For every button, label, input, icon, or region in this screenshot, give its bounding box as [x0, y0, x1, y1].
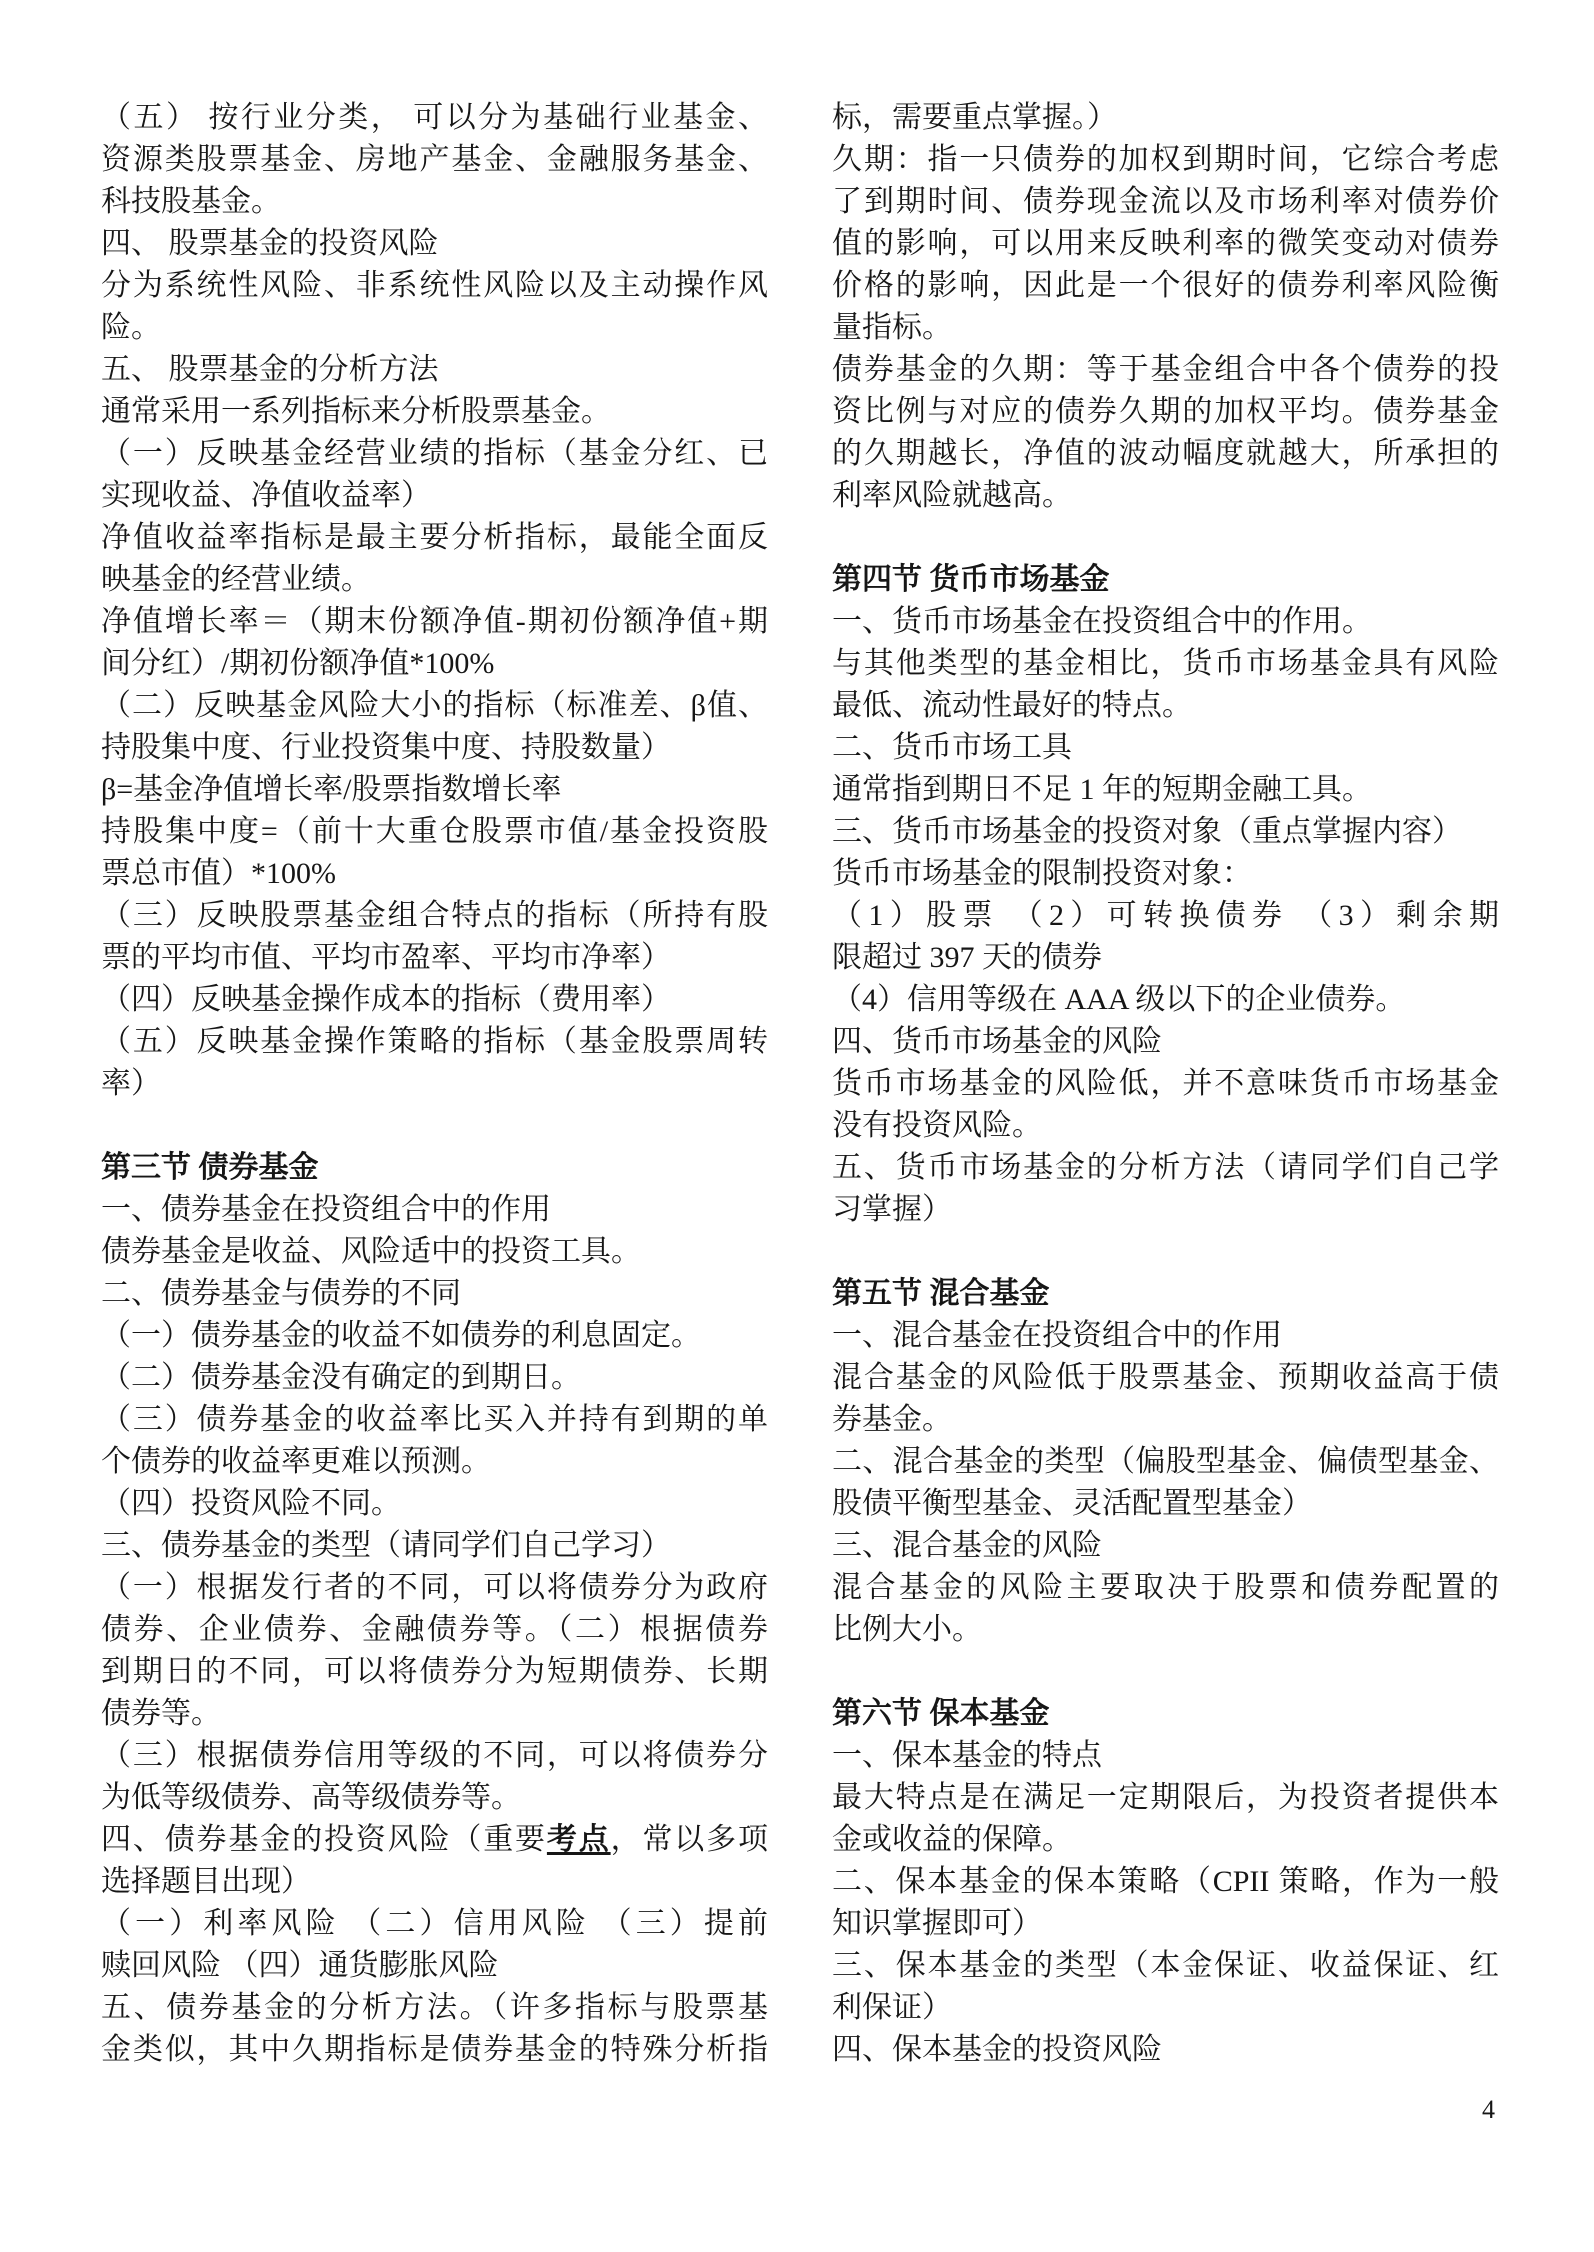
text-line: 科技股基金。 — [101, 185, 281, 218]
text-line: 资比例与对应的债券久期的加权平均。债券基金 — [832, 395, 1499, 428]
left-column — [101, 97, 768, 2071]
text-line: （一）反映基金经营业绩的指标（基金分红、已 — [101, 437, 768, 470]
text-line: 映基金的经营业绩。 — [101, 563, 371, 596]
text-line: 到期日的不同，可以将债券分为短期债券、长期 — [101, 1655, 768, 1688]
text-line: 限超过 397 天的债券 — [832, 941, 1102, 974]
text-line: 量指标。 — [832, 311, 952, 344]
text-line: （4）信用等级在 AAA 级以下的企业债券。 — [832, 983, 1406, 1016]
text-line: 二、保本基金的保本策略（CPII 策略，作为一般 — [832, 1865, 1499, 1898]
text-line: 货币市场基金的风险低，并不意味货币市场基金 — [832, 1067, 1499, 1100]
text-line: 最大特点是在满足一定期限后，为投资者提供本 — [832, 1781, 1499, 1814]
text-line: 通常指到期日不足 1 年的短期金融工具。 — [832, 773, 1372, 806]
text-line: 货币市场基金的限制投资对象： — [832, 857, 1252, 890]
text-line: （三）反映股票基金组合特点的指标（所持有股 — [101, 899, 768, 932]
text-line: 为低等级债券、高等级债券等。 — [101, 1781, 521, 1814]
blank-line — [832, 517, 1499, 559]
text-line: （二）债券基金没有确定的到期日。 — [101, 1361, 581, 1394]
text-line: 选择题目出现） — [101, 1865, 311, 1898]
text-line: 了到期时间、债券现金流以及市场利率对债券价 — [832, 185, 1499, 218]
right-column — [832, 97, 1499, 2071]
text-line: 持股集中度、行业投资集中度、持股数量） — [101, 731, 671, 764]
text-line: 个债券的收益率更难以预测。 — [101, 1445, 491, 1478]
blank-line — [832, 1231, 1499, 1273]
text-line: 值的影响，可以用来反映利率的微笑变动对债券 — [832, 227, 1499, 260]
text-line: 通常采用一系列指标来分析股票基金。 — [101, 395, 611, 428]
section-heading: 第五节 混合基金 — [832, 1277, 1050, 1310]
text-line: （1）股票 （2）可转换债券 （3）剩余期 — [832, 899, 1499, 932]
text-line: 金类似，其中久期指标是债券基金的特殊分析指 — [101, 2033, 768, 2066]
section-heading: 第三节 债券基金 — [101, 1151, 319, 1184]
text-line: （四）反映基金操作成本的指标（费用率） — [101, 983, 671, 1016]
text-line: 净值增长率＝（期末份额净值-期初份额净值+期 — [101, 605, 768, 638]
text-line: 净值收益率指标是最主要分析指标，最能全面反 — [101, 521, 768, 554]
text-line: （三）债券基金的收益率比买入并持有到期的单 — [101, 1403, 768, 1436]
text-line: 分为系统性风险、非系统性风险以及主动操作风 — [101, 269, 768, 302]
text-line: 混合基金的风险低于股票基金、预期收益高于债 — [832, 1361, 1499, 1394]
text-line: 率） — [101, 1067, 161, 1100]
text-line: 二、债券基金与债券的不同 — [101, 1277, 461, 1310]
text-line: 五、 股票基金的分析方法 — [101, 353, 439, 386]
page-number: 4 — [1482, 2095, 1495, 2124]
text-line: 三、混合基金的风险 — [832, 1529, 1102, 1562]
text-line: 四、保本基金的投资风险 — [832, 2033, 1162, 2066]
text-line: 最低、流动性最好的特点。 — [832, 689, 1192, 722]
text-line: 债券基金的久期：等于基金组合中各个债券的投 — [832, 353, 1499, 386]
text-line: 一、债券基金在投资组合中的作用 — [101, 1193, 551, 1226]
section-heading: 第六节 保本基金 — [832, 1697, 1050, 1730]
text-line: 习掌握） — [832, 1193, 952, 1226]
text-line: 票的平均市值、平均市盈率、平均市净率） — [101, 941, 671, 974]
text-line: 混合基金的风险主要取决于股票和债券配置的 — [832, 1571, 1499, 1604]
text-segment: ，常以多项 — [610, 1823, 769, 1856]
text-line — [101, 1819, 768, 1861]
text-line: （一）利率风险 （二）信用风险 （三）提前 — [101, 1907, 768, 1940]
text-line: 与其他类型的基金相比，货币市场基金具有风险 — [832, 647, 1499, 680]
text-line: 知识掌握即可） — [832, 1907, 1042, 1940]
text-segment: 四、债券基金的投资风险（重要 — [101, 1823, 547, 1856]
text-line: （一）债券基金的收益不如债券的利息固定。 — [101, 1319, 701, 1352]
text-line: 金或收益的保障。 — [832, 1823, 1072, 1856]
text-line: 赎回风险 （四）通货膨胀风险 — [101, 1949, 499, 1982]
text-line: （四）投资风险不同。 — [101, 1487, 401, 1520]
text-line: 没有投资风险。 — [832, 1109, 1042, 1142]
text-line: 三、保本基金的类型（本金保证、收益保证、红 — [832, 1949, 1499, 1982]
text-line: 股债平衡型基金、灵活配置型基金） — [832, 1487, 1312, 1520]
text-line: 四、货币市场基金的风险 — [832, 1025, 1162, 1058]
section-heading: 第四节 货币市场基金 — [832, 563, 1110, 596]
text-line: 价格的影响，因此是一个很好的债券利率风险衡 — [832, 269, 1499, 302]
text-line: 票总市值）*100% — [101, 857, 336, 890]
text-line: 久期：指一只债券的加权到期时间，它综合考虑 — [832, 143, 1499, 176]
text-line: 比例大小。 — [832, 1613, 982, 1646]
text-line: 券基金。 — [832, 1403, 952, 1436]
text-line: 持股集中度=（前十大重仓股票市值/基金投资股 — [101, 815, 768, 848]
text-line: （三）根据债券信用等级的不同，可以将债券分 — [101, 1739, 768, 1772]
blank-line — [101, 1105, 768, 1147]
text-line: 二、货币市场工具 — [832, 731, 1072, 764]
text-line: 标，需要重点掌握。） — [832, 101, 1117, 134]
text-line: 五、债券基金的分析方法。（许多指标与股票基 — [101, 1991, 768, 2024]
text-line: 的久期越长，净值的波动幅度就越大，所承担的 — [832, 437, 1499, 470]
text-line: 利率风险就越高。 — [832, 479, 1072, 512]
text-line: （一）根据发行者的不同，可以将债券分为政府 — [101, 1571, 768, 1604]
text-line: 三、债券基金的类型（请同学们自己学习） — [101, 1529, 671, 1562]
text-line: 四、 股票基金的投资风险 — [101, 227, 439, 260]
text-line: （五） 按行业分类， 可以分为基础行业基金、 — [101, 101, 768, 134]
text-line: 债券等。 — [101, 1697, 221, 1730]
blank-line — [832, 1651, 1499, 1693]
text-line: 利保证） — [832, 1991, 952, 2024]
text-line: 一、混合基金在投资组合中的作用 — [832, 1319, 1282, 1352]
text-line: 险。 — [101, 311, 161, 344]
text-line: （五）反映基金操作策略的指标（基金股票周转 — [101, 1025, 768, 1058]
text-line: β=基金净值增长率/股票指数增长率 — [101, 773, 562, 806]
text-line: 资源类股票基金、房地产基金、金融服务基金、 — [101, 143, 768, 176]
text-line: 五、货币市场基金的分析方法（请同学们自己学 — [832, 1151, 1499, 1184]
emphasized-term: 考点 — [546, 1823, 611, 1856]
text-line: 一、货币市场基金在投资组合中的作用。 — [832, 605, 1372, 638]
text-line: 二、混合基金的类型（偏股型基金、偏债型基金、 — [832, 1445, 1499, 1478]
text-line: （二）反映基金风险大小的指标（标准差、β值、 — [101, 689, 768, 722]
text-line: 一、保本基金的特点 — [832, 1739, 1102, 1772]
text-line: 实现收益、净值收益率） — [101, 479, 431, 512]
text-line: 间分红）/期初份额净值*100% — [101, 647, 495, 680]
text-line: 三、货币市场基金的投资对象（重点掌握内容） — [832, 815, 1462, 848]
text-line: 债券、企业债券、金融债券等。（二）根据债券 — [101, 1613, 768, 1646]
text-line: 债券基金是收益、风险适中的投资工具。 — [101, 1235, 641, 1268]
